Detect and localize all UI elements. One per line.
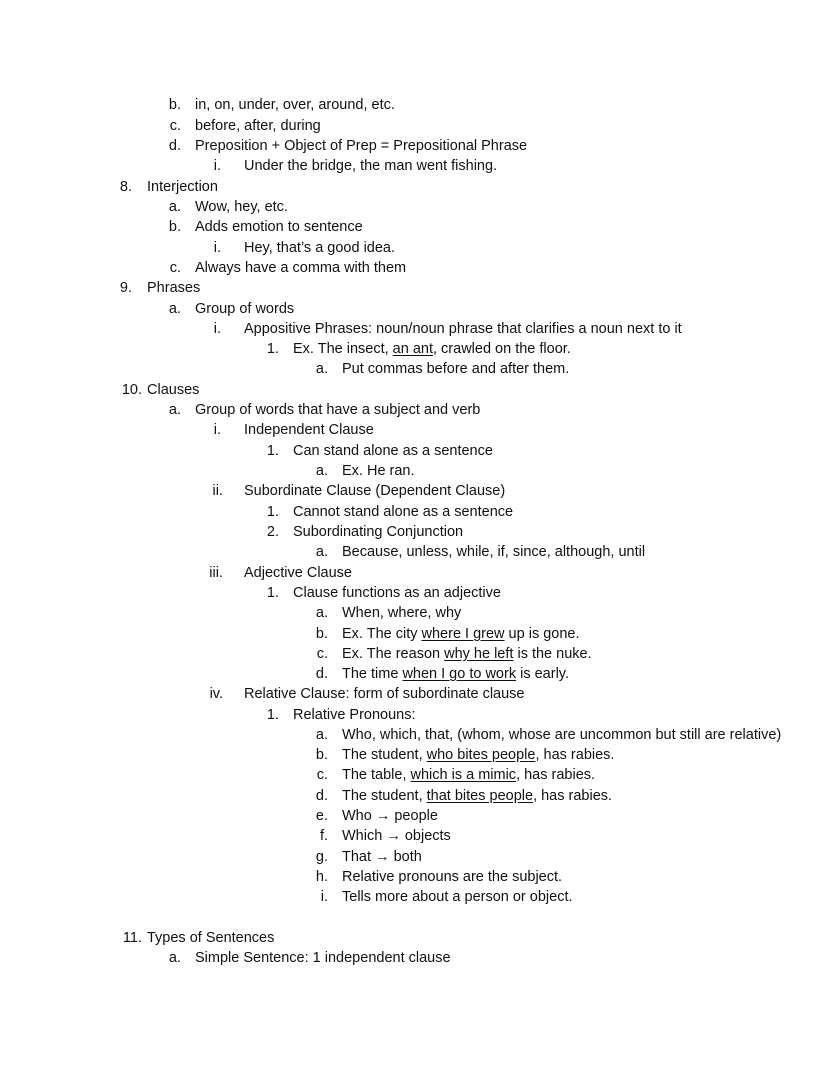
list-item <box>119 278 201 298</box>
list-marker: 9. <box>119 280 132 296</box>
list-marker: 1. <box>266 341 279 357</box>
list-item-text: The student, that bites people, has rabies. <box>342 788 613 804</box>
list-item-text: Tells more about a person or object. <box>342 889 573 905</box>
list-marker: d. <box>315 788 328 804</box>
list-item-text: before, after, during <box>195 118 321 134</box>
list-item-text: Phrases <box>147 280 201 296</box>
list-marker: c. <box>169 118 181 134</box>
list-item <box>169 258 407 278</box>
list-item-text: Ex. The city where I grew up is gone. <box>342 626 580 642</box>
list-item <box>168 197 288 217</box>
list-item-text: Subordinating Conjunction <box>293 524 464 540</box>
list-item <box>122 928 275 948</box>
list-item <box>209 563 352 583</box>
list-marker: d. <box>315 666 328 682</box>
list-marker: i. <box>213 422 221 438</box>
list-item <box>315 542 646 562</box>
list-item-text: Adjective Clause <box>244 565 352 581</box>
list-item-text: Ex. The reason why he left is the nuke. <box>342 646 592 662</box>
list-item-text: Clause functions as an adjective <box>293 585 501 601</box>
list-marker: a. <box>168 950 181 966</box>
list-item <box>168 95 395 115</box>
list-marker: iii. <box>209 565 223 581</box>
list-item <box>209 684 525 704</box>
list-marker: g. <box>315 849 328 865</box>
list-item <box>212 481 506 501</box>
list-marker: i. <box>213 321 221 337</box>
list-item <box>213 420 374 440</box>
list-item <box>266 522 464 542</box>
list-item-text: Types of Sentences <box>147 930 275 946</box>
list-marker: a. <box>315 727 328 743</box>
list-marker: ii. <box>212 483 223 499</box>
list-item-text: Cannot stand alone as a sentence <box>293 504 514 520</box>
list-item-text: Group of words <box>195 301 295 317</box>
list-item <box>315 847 422 867</box>
list-marker: c. <box>169 260 181 276</box>
list-item-text: Interjection <box>147 179 218 195</box>
list-marker: 1. <box>266 707 279 723</box>
list-marker: a. <box>315 361 328 377</box>
list-item-text: Put commas before and after them. <box>342 361 570 377</box>
list-item-text: Ex. He ran. <box>342 463 415 479</box>
list-item-text: That → both <box>342 849 422 865</box>
list-marker: i. <box>213 240 221 256</box>
list-item <box>168 948 451 968</box>
list-item <box>315 867 563 887</box>
list-marker: c. <box>316 646 328 662</box>
list-item <box>315 664 570 684</box>
list-item <box>119 177 218 197</box>
list-marker: iv. <box>209 686 223 702</box>
list-marker: 1. <box>266 585 279 601</box>
list-item <box>121 380 200 400</box>
list-item <box>315 725 782 745</box>
list-item-text: Independent Clause <box>244 422 374 438</box>
list-item <box>320 887 573 907</box>
list-item-text: Who → people <box>342 808 438 824</box>
list-item-text: Simple Sentence: 1 independent clause <box>195 950 451 966</box>
list-marker: b. <box>168 97 181 113</box>
list-marker: e. <box>315 808 328 824</box>
list-item <box>213 319 682 339</box>
list-marker: h. <box>315 869 328 885</box>
list-item <box>168 136 528 156</box>
list-item-text: When, where, why <box>342 605 462 621</box>
list-item <box>266 583 501 603</box>
list-item <box>266 339 571 359</box>
list-marker: b. <box>315 626 328 642</box>
list-marker: b. <box>168 219 181 235</box>
list-item-text: Always have a comma with them <box>195 260 407 276</box>
list-item <box>169 116 321 136</box>
list-item <box>266 705 416 725</box>
list-marker: d. <box>168 138 181 154</box>
list-marker: 11. <box>122 930 142 946</box>
list-item <box>168 400 481 420</box>
list-marker: f. <box>319 828 328 844</box>
list-item-text: Relative Clause: form of subordinate clause <box>244 686 525 702</box>
list-item-text: Can stand alone as a sentence <box>293 443 493 459</box>
list-item-text: Hey, that’s a good idea. <box>244 240 396 256</box>
list-marker: a. <box>168 402 181 418</box>
list-item <box>315 359 570 379</box>
list-item <box>168 299 295 319</box>
list-marker: a. <box>168 199 181 215</box>
list-item <box>213 156 498 176</box>
list-item <box>315 624 580 644</box>
list-item-text: in, on, under, over, around, etc. <box>195 97 395 113</box>
list-marker: b. <box>315 747 328 763</box>
list-marker: a. <box>315 605 328 621</box>
list-item <box>316 765 596 785</box>
list-item <box>315 603 462 623</box>
list-item-text: The time when I go to work is early. <box>342 666 570 682</box>
list-marker: 8. <box>119 179 132 195</box>
list-item <box>266 502 514 522</box>
list-item <box>213 238 396 258</box>
list-item-text: Clauses <box>147 382 200 398</box>
list-item-text: Who, which, that, (whom, whose are uncommon but still are relative) <box>342 727 782 743</box>
list-item-text: Which → objects <box>342 828 451 844</box>
list-item <box>266 441 493 461</box>
list-item <box>316 644 592 664</box>
list-item-text: Under the bridge, the man went fishing. <box>244 158 498 174</box>
list-marker: 2. <box>266 524 279 540</box>
list-item <box>168 217 363 237</box>
list-item <box>319 826 451 846</box>
list-marker: i. <box>213 158 221 174</box>
list-item-text: The table, which is a mimic, has rabies. <box>342 767 596 783</box>
list-item-text: Ex. The insect, an ant, crawled on the floor. <box>293 341 571 357</box>
list-marker: a. <box>315 544 328 560</box>
list-item-text: Preposition + Object of Prep = Prepositional Phrase <box>195 138 528 154</box>
list-marker: c. <box>316 767 328 783</box>
list-item-text: Group of words that have a subject and verb <box>195 402 481 418</box>
list-item-text: Subordinate Clause (Dependent Clause) <box>244 483 506 499</box>
list-item <box>315 806 438 826</box>
list-item-text: Relative pronouns are the subject. <box>342 869 563 885</box>
list-item-text: Because, unless, while, if, since, although, until <box>342 544 646 560</box>
list-item-text: Adds emotion to sentence <box>195 219 363 235</box>
list-item-text: Wow, hey, etc. <box>195 199 288 215</box>
list-marker: a. <box>168 301 181 317</box>
list-marker: 10. <box>121 382 142 398</box>
list-item-text: The student, who bites people, has rabies. <box>342 747 615 763</box>
list-item <box>315 461 415 481</box>
list-item <box>315 745 615 765</box>
list-marker: 1. <box>266 504 279 520</box>
list-item-text: Appositive Phrases: noun/noun phrase that clarifies a noun next to it <box>244 321 682 337</box>
list-marker: 1. <box>266 443 279 459</box>
list-item <box>315 786 613 806</box>
list-item-text: Relative Pronouns: <box>293 707 416 723</box>
list-marker: i. <box>320 889 328 905</box>
list-marker: a. <box>315 463 328 479</box>
